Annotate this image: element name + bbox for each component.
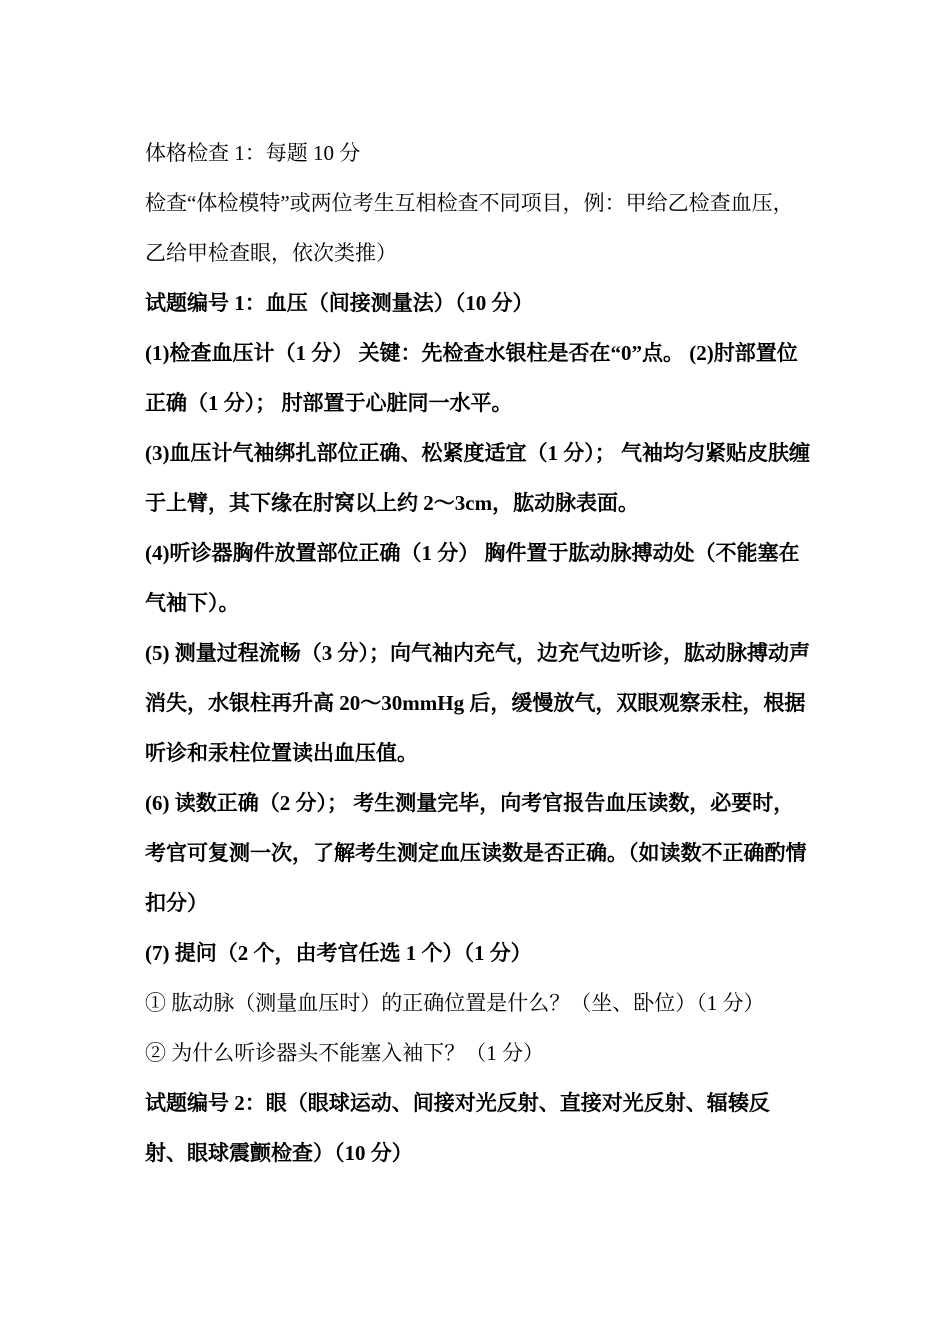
- step-1-2-paragraph: (1)检查血压计（1 分） 关键：先检查水银柱是否在“0”点。 (2)肘部置位正确（1 分）； 肘部置于心脏同一水平。: [145, 341, 798, 415]
- step-6-paragraph: (6) 读数正确（2 分）； 考生测量完毕，向考官报告血压读数，必要时，考官可复测一次，了解考生测定血压读数是否正确。（如读数不正确酌情扣分）: [145, 791, 807, 915]
- step-7-paragraph: (7) 提问（2 个，由考官任选 1 个）（1 分）: [145, 941, 532, 965]
- instructions-paragraph: 检查“体检模特”或两位考生互相检查不同项目，例：甲给乙检查血压，乙给甲检查眼，依次类推）: [145, 191, 794, 265]
- question-2-paragraph: ② 为什么听诊器头不能塞入袖下？（1 分）: [145, 1041, 544, 1065]
- item-2-title: 试题编号 2：眼（眼球运动、间接对光反射、直接对光反射、辐辏反射、眼球震颤检查）（10 分）: [145, 1091, 770, 1165]
- step-5-paragraph: (5) 测量过程流畅（3 分）；向气袖内充气，边充气边听诊，肱动脉搏动声消失，水银柱再升高 20～30mmHg 后，缓慢放气，双眼观察汞柱，根据听诊和汞柱位置读出血压值。: [145, 641, 810, 765]
- step-4-paragraph: (4)听诊器胸件放置部位正确（1 分） 胸件置于肱动脉搏动处（不能塞在气袖下）。: [145, 541, 800, 615]
- section-title: 体格检查 1：每题 10 分: [145, 141, 361, 165]
- item-1-title: 试题编号 1：血压（间接测量法）（10 分）: [145, 291, 534, 315]
- question-1-paragraph: ① 肱动脉（测量血压时）的正确位置是什么？（坐、卧位）（1 分）: [145, 991, 765, 1015]
- step-3-paragraph: (3)血压计气袖绑扎部位正确、松紧度适宜（1 分）； 气袖均匀紧贴皮肤缠于上臂，其下缘在肘窝以上约 2～3cm，肱动脉表面。: [145, 441, 810, 515]
- document-body: [145, 128, 810, 1178]
